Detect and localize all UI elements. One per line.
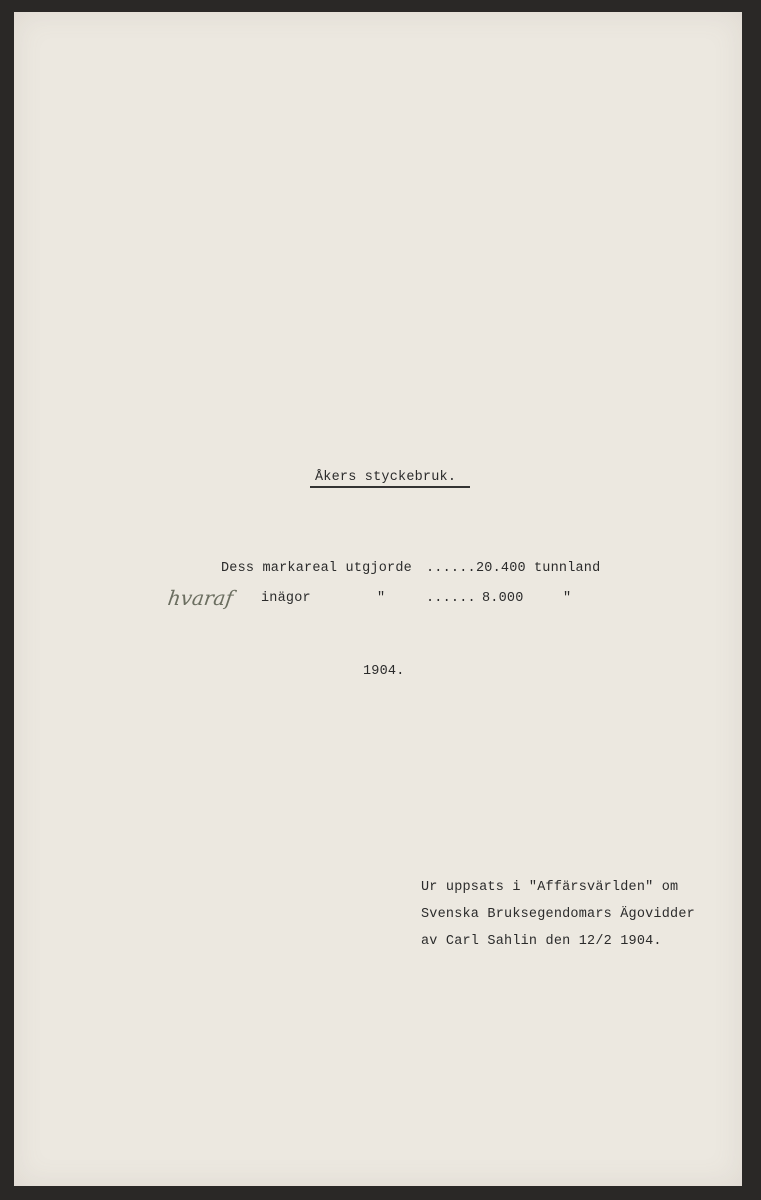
title-underline <box>310 486 470 488</box>
markareal-value: 20.400 <box>476 561 526 576</box>
inagor-unit-ditto: " <box>563 591 572 606</box>
inagor-ditto-mark: " <box>377 591 386 606</box>
inagor-label: inägor <box>261 591 311 606</box>
document-page <box>14 12 742 1186</box>
handwritten-annotation: hvaraf <box>166 586 235 610</box>
markareal-leader-dots: ...... <box>426 561 476 576</box>
source-line: Ur uppsats i "Affärsvärlden" om <box>421 880 679 895</box>
source-line: Svenska Bruksegendomars Ägovidder <box>421 907 695 922</box>
markareal-unit: tunnland <box>534 561 601 576</box>
markareal-label: Dess markareal utgjorde <box>221 561 412 576</box>
document-year: 1904. <box>363 664 405 679</box>
source-line: av Carl Sahlin den 12/2 1904. <box>421 934 662 949</box>
document-title: Åkers styckebruk. <box>315 470 457 485</box>
inagor-value: 8.000 <box>482 591 524 606</box>
inagor-leader-dots: ...... <box>426 591 476 606</box>
